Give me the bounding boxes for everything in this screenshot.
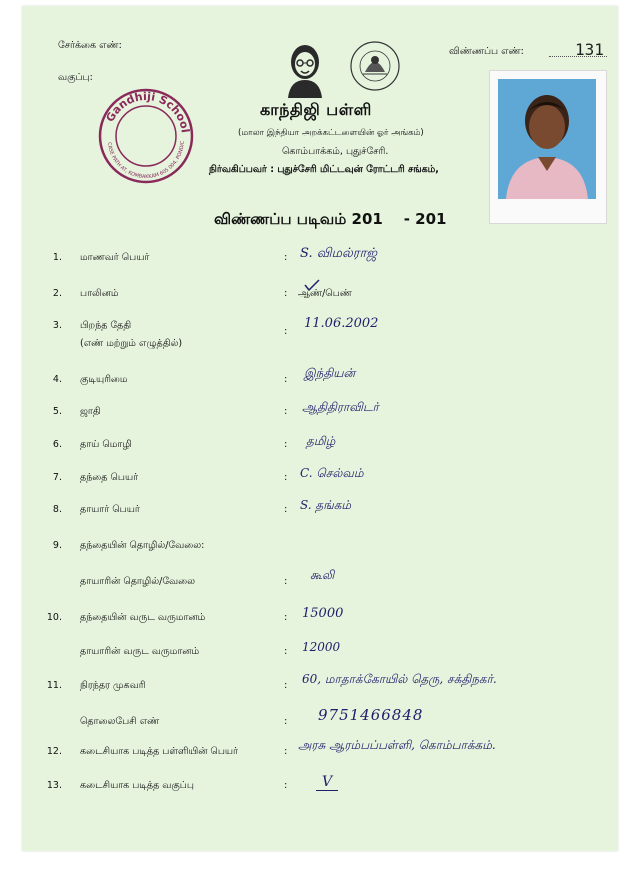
field-value-caste: ஆதிதிராவிடர் [302,400,379,414]
colon: : [284,439,288,450]
colon: : [284,576,288,587]
colon: : [284,326,288,337]
field-value-father-income: 15000 [302,606,344,621]
field-label-mother-income: தாயாரின் வருட வருமானம் [80,646,200,657]
field-value-phone-number: 9751466848 [318,706,424,724]
managed-by: நிர்வகிப்பவர் : புதுச்சேரி மிட்டவுன் ரோட்டரி சங்கம், [209,164,439,175]
field-value-mother-tongue: தமிழ் [306,434,336,448]
field-value-student-name: S. விமல்ராஜ் [300,246,378,261]
field-label-permanent-address: நிரந்தர முகவரி [80,680,146,691]
school-seal-logo [349,40,401,92]
colon: : [284,252,288,263]
field-label-date-of-birth-note: (எண் மற்றும் எழுத்தில்) [80,338,183,349]
row-number: 4. [52,374,62,385]
field-label-phone-number: தொலைபேசி எண் [80,716,160,727]
colon: : [284,646,288,657]
admission-number-label: சேர்க்கை எண்: [58,40,122,51]
row-number: 6. [52,439,62,450]
field-value-date-of-birth: 11.06.2002 [304,316,379,331]
row-number: 5. [52,406,62,417]
colon: : [284,680,288,691]
colon: : [284,374,288,385]
row-number: 11. [46,680,62,691]
field-label-father-name: தந்தை பெயர் [80,472,139,483]
field-label-mother-name: தாயார் பெயர் [80,504,140,515]
field-value-mother-name: S. தங்கம் [300,498,352,512]
school-stamp [98,88,194,184]
colon: : [284,716,288,727]
row-number: 1. [52,252,62,263]
gandhi-logo [280,42,330,98]
school-name: காந்திஜி பள்ளி [260,100,372,119]
row-number: 10. [46,612,62,623]
colon: : [284,472,288,483]
row-number: 2. [52,288,62,299]
colon: : [284,288,288,299]
field-label-mother-tongue: தாய் மொழி [80,439,132,450]
row-number: 3. [52,320,62,331]
row-number: 9. [52,540,62,551]
field-label-date-of-birth: பிறந்த தேதி [80,320,132,331]
field-label-mother-occupation: தாயாரின் தொழில்/வேலை [80,576,196,587]
check-mark-icon [304,276,320,288]
field-value-nationality: இந்தியன் [304,366,356,380]
field-label-student-name: மாணவர் பெயர் [80,252,150,263]
school-location: கொம்பாக்கம், புதுச்சேரி. [282,146,389,157]
field-value-previous-school: அரசு ஆரம்பப்பள்ளி, கொம்பாக்கம். [298,738,496,752]
field-label-caste: ஜாதி [80,406,101,417]
field-value-father-name: C. செல்வம் [300,466,364,480]
field-value-mother-occupation: கூலி [310,568,335,582]
student-photo-frame [489,70,607,224]
field-label-nationality: குடியுரிமை [80,374,128,385]
row-number: 12. [46,746,62,757]
form-title: விண்ணப்ப படிவம் 201 - 201 [214,210,447,228]
field-label-father-occupation: தந்தையின் தொழில்/வேலை: [80,540,205,551]
colon: : [284,780,288,791]
field-value-mother-income: 12000 [302,640,341,654]
row-number: 13. [46,780,62,791]
field-label-previous-school: கடைசியாக படித்த பள்ளியின் பெயர் [80,746,238,757]
application-form-sheet [22,6,618,851]
field-value-permanent-address: 60, மாதாக்கோயில் தெரு, சக்திநகர். [302,672,497,686]
field-label-gender: பாலினம் [80,288,119,299]
class-label: வகுப்பு: [58,72,93,83]
colon: : [284,746,288,757]
school-subtitle: (மாலா இந்தியா அறக்கட்டளையின் ஓர் அங்கம்) [238,128,424,138]
field-label-father-income: தந்தையின் வருட வருமானம் [80,612,206,623]
svg-text:CASE PATH AT, KOMBAKKAM 605 00: CASE PATH AT, KOMBAKKAM 605 004, PONDIC [106,140,187,181]
student-photo [498,79,596,199]
field-value-previous-class: V [316,774,338,791]
application-number-value: 131 [575,40,604,59]
field-label-previous-class: கடைசியாக படித்த வகுப்பு [80,780,194,791]
row-number: 7. [52,472,62,483]
colon: : [284,406,288,417]
field-value-gender: ஆண்/பெண் [298,288,352,299]
row-number: 8. [52,504,62,515]
colon: : [284,504,288,515]
colon: : [284,612,288,623]
svg-text:Gandhiji School: Gandhiji School [103,89,192,134]
application-number-label: விண்ணப்ப எண்: [449,46,524,57]
